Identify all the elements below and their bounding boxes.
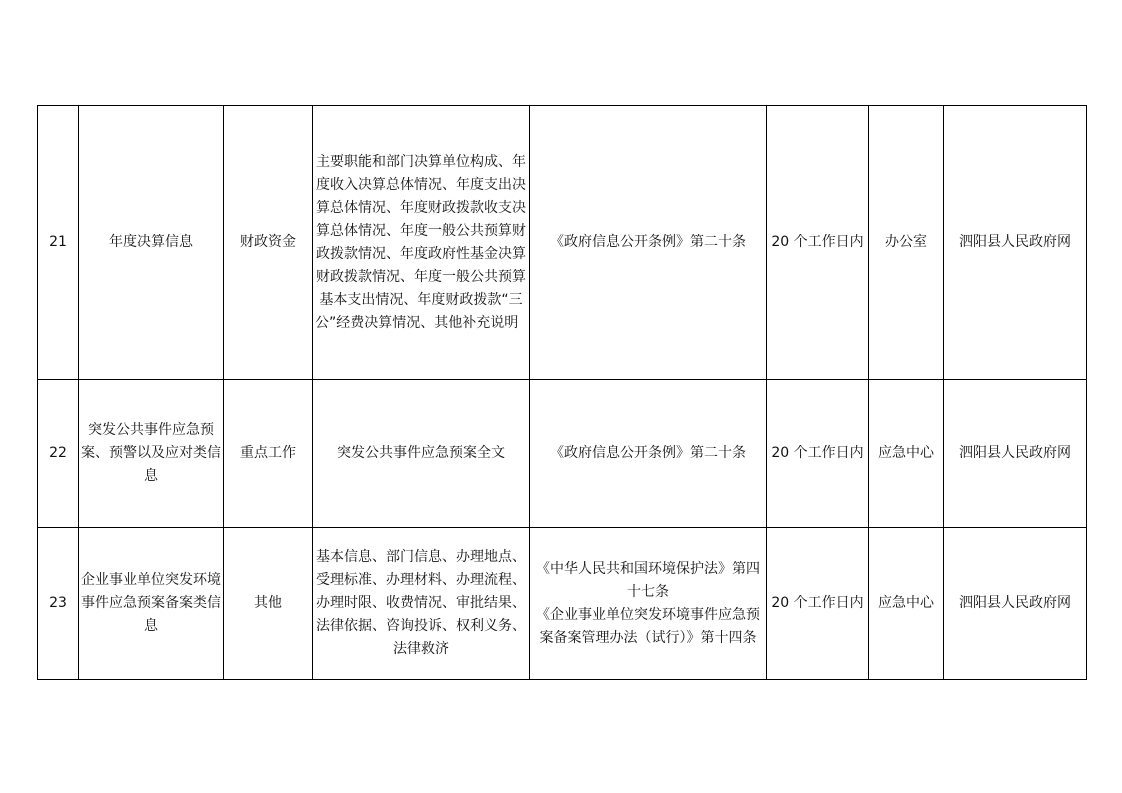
item-content: 主要职能和部门决算单位构成、年度收入决算总体情况、年度支出决算总体情况、年度财政拨款收支决算总体情况、年度一般公共预算财政拨款情况、年度政府性基金决算财政拨款情况、年度一般公共预算基本支出情况、年度财政拨款“三公”经费决算情况、其他补充说明: [313, 106, 530, 380]
table-row: [38, 380, 1087, 528]
item-name: 突发公共事件应急预案、预警以及应对类信息: [79, 380, 224, 528]
deadline: 20 个工作日内: [767, 528, 869, 680]
row-index: 21: [38, 106, 79, 380]
legal-basis-line: 《中华人民共和国环境保护法》第四十七条: [536, 560, 760, 600]
publication-channel: 泗阳县人民政府网: [944, 106, 1087, 380]
responsible-department: 应急中心: [869, 380, 944, 528]
responsible-department: 应急中心: [869, 528, 944, 680]
publication-channel: 泗阳县人民政府网: [944, 528, 1087, 680]
publication-channel: 泗阳县人民政府网: [944, 380, 1087, 528]
item-name: 年度决算信息: [79, 106, 224, 380]
legal-basis: [530, 106, 767, 380]
row-index: 23: [38, 528, 79, 680]
item-category: 财政资金: [224, 106, 313, 380]
table-row: [38, 528, 1087, 680]
item-category: 其他: [224, 528, 313, 680]
legal-basis: [530, 380, 767, 528]
item-category: 重点工作: [224, 380, 313, 528]
deadline: 20 个工作日内: [767, 380, 869, 528]
table-row: [38, 106, 1087, 380]
item-content: 突发公共事件应急预案全文: [313, 380, 530, 528]
legal-basis-line: 《政府信息公开条例》第二十条: [550, 234, 746, 250]
legal-basis-line: 《政府信息公开条例》第二十条: [550, 445, 746, 461]
legal-basis-line: 《企业事业单位突发环境事件应急预案备案管理办法（试行）》第十四条: [536, 606, 760, 646]
legal-basis: [530, 528, 767, 680]
disclosure-table: [37, 105, 1087, 680]
item-name: 企业事业单位突发环境事件应急预案备案类信息: [79, 528, 224, 680]
item-content: 基本信息、部门信息、办理地点、受理标准、办理材料、办理流程、办理时限、收费情况、审批结果、法律依据、咨询投诉、权利义务、法律救济: [313, 528, 530, 680]
deadline: 20 个工作日内: [767, 106, 869, 380]
row-index: 22: [38, 380, 79, 528]
responsible-department: 办公室: [869, 106, 944, 380]
